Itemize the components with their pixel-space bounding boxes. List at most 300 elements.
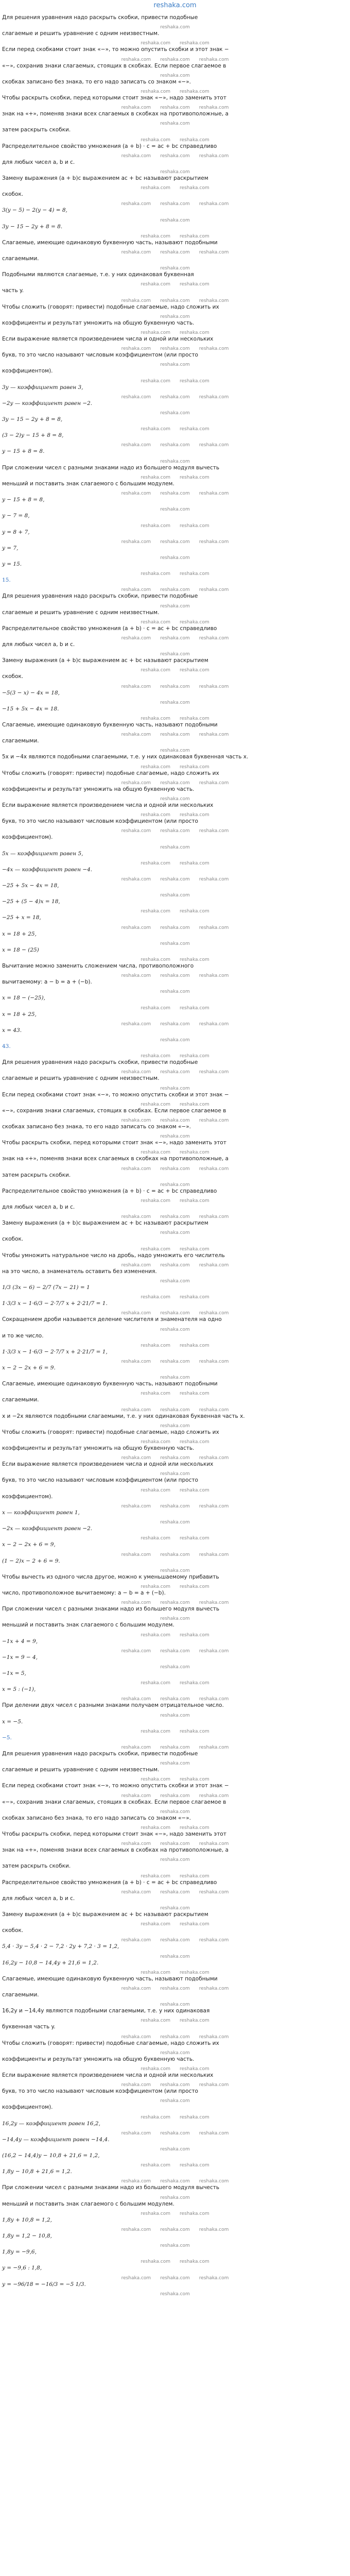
watermark-row bbox=[0, 2129, 350, 2135]
watermark-text: reshaka.com bbox=[141, 571, 170, 577]
text-line: скобок. bbox=[2, 1927, 24, 1934]
watermark-text: reshaka.com bbox=[180, 1101, 209, 1107]
watermark-text: reshaka.com bbox=[160, 57, 190, 62]
watermark-row bbox=[0, 1036, 350, 1042]
text-line: буквенная часть y. bbox=[2, 2024, 56, 2030]
watermark-row bbox=[0, 1823, 350, 1829]
math-line: (3 − 2)y − 15 + 8 = 8, bbox=[2, 432, 64, 439]
watermark-text: reshaka.com bbox=[180, 378, 209, 384]
watermark-text: reshaka.com bbox=[141, 2163, 170, 2168]
watermark-text: reshaka.com bbox=[160, 603, 190, 609]
watermark-text: reshaka.com bbox=[180, 812, 209, 818]
watermark-text: reshaka.com bbox=[121, 201, 151, 207]
watermark-text: reshaka.com bbox=[160, 1600, 190, 1606]
watermark-text: reshaka.com bbox=[180, 571, 209, 577]
watermark-text: reshaka.com bbox=[199, 2130, 229, 2136]
watermark-text: reshaka.com bbox=[141, 378, 170, 384]
watermark-text: reshaka.com bbox=[121, 2034, 151, 2040]
watermark-text: reshaka.com bbox=[160, 507, 190, 513]
text-line: для любых чисел a, b и c. bbox=[2, 159, 75, 165]
watermark-row bbox=[0, 537, 350, 544]
watermark-text: reshaka.com bbox=[121, 1021, 151, 1027]
watermark-text: reshaka.com bbox=[160, 1857, 190, 1863]
watermark-text: reshaka.com bbox=[141, 330, 170, 336]
watermark-text: reshaka.com bbox=[180, 474, 209, 480]
math-line: y − 15 + 8 = 8. bbox=[2, 448, 45, 455]
watermark-text: reshaka.com bbox=[141, 957, 170, 962]
watermark-row bbox=[0, 2161, 350, 2167]
watermark-text: reshaka.com bbox=[121, 394, 151, 400]
watermark-text: reshaka.com bbox=[180, 1632, 209, 1638]
watermark-text: reshaka.com bbox=[199, 1166, 229, 1172]
watermark-row bbox=[0, 2016, 350, 2022]
watermark-row bbox=[0, 602, 350, 608]
text-line: слагаемыми. bbox=[2, 256, 39, 262]
watermark-text: reshaka.com bbox=[160, 1021, 190, 1027]
text-line: Замену выражения (a + b)c выражением ac + bc называют раскрытием bbox=[2, 657, 208, 664]
watermark-text: reshaka.com bbox=[180, 330, 209, 336]
watermark-text: reshaka.com bbox=[160, 1905, 190, 1911]
watermark-row bbox=[0, 1968, 350, 1974]
watermark-row bbox=[0, 521, 350, 528]
watermark-text: reshaka.com bbox=[160, 411, 190, 416]
watermark-text: reshaka.com bbox=[160, 1664, 190, 1670]
watermark-row bbox=[0, 2193, 350, 2199]
watermark-row bbox=[0, 1148, 350, 1154]
watermark-row bbox=[0, 826, 350, 833]
watermark-text: reshaka.com bbox=[180, 1536, 209, 1541]
watermark-text: reshaka.com bbox=[160, 217, 190, 223]
watermark-text: reshaka.com bbox=[160, 700, 190, 705]
math-line: y = 7, bbox=[2, 545, 19, 551]
watermark-text: reshaka.com bbox=[160, 1230, 190, 1236]
text-line: При делении двух чисел с разными знаками получаем отрицательное число. bbox=[2, 1702, 224, 1709]
watermark-text: reshaka.com bbox=[141, 812, 170, 818]
watermark-row bbox=[0, 1614, 350, 1620]
watermark-text: reshaka.com bbox=[160, 1697, 190, 1702]
text-line: Если выражение является произведением числа и одной или нескольких bbox=[2, 802, 214, 808]
watermark-text: reshaka.com bbox=[160, 2082, 190, 2088]
watermark-row bbox=[0, 409, 350, 415]
math-line: x = 18 + 25, bbox=[2, 930, 37, 937]
watermark-text: reshaka.com bbox=[160, 443, 190, 448]
watermark-row bbox=[0, 698, 350, 704]
watermark-text: reshaka.com bbox=[160, 2002, 190, 2008]
watermark-row bbox=[0, 1727, 350, 1733]
watermark-row bbox=[0, 1357, 350, 1363]
watermark-row bbox=[0, 923, 350, 929]
watermark-text: reshaka.com bbox=[141, 716, 170, 721]
text-line: скобок. bbox=[2, 673, 24, 680]
text-line: затем раскрыть скобки. bbox=[2, 1863, 71, 1870]
watermark-row bbox=[0, 87, 350, 93]
watermark-text: reshaka.com bbox=[199, 876, 229, 882]
watermark-row bbox=[0, 1261, 350, 1267]
watermark-text: reshaka.com bbox=[180, 1777, 209, 1783]
math-line: 16,2y − 10,8 − 14,4y + 21,6 = 1,2. bbox=[2, 1959, 99, 1966]
watermark-text: reshaka.com bbox=[199, 2034, 229, 2040]
watermark-row bbox=[0, 1373, 350, 1379]
watermark-text: reshaka.com bbox=[180, 89, 209, 95]
watermark-row bbox=[0, 1067, 350, 1074]
watermark-row bbox=[0, 553, 350, 560]
exercise-answer-number: −5. bbox=[2, 1734, 12, 1741]
watermark-text: reshaka.com bbox=[121, 1841, 151, 1847]
watermark-row bbox=[0, 2032, 350, 2039]
watermark-row bbox=[0, 1631, 350, 1637]
watermark-text: reshaka.com bbox=[160, 1552, 190, 1557]
watermark-text: reshaka.com bbox=[160, 1086, 190, 1091]
watermark-text: reshaka.com bbox=[141, 1922, 170, 1927]
watermark-row bbox=[0, 232, 350, 238]
watermark-row bbox=[0, 2145, 350, 2151]
watermark-text: reshaka.com bbox=[199, 153, 229, 159]
solution-content bbox=[0, 13, 350, 2296]
watermark-text: reshaka.com bbox=[121, 973, 151, 979]
watermark-text: reshaka.com bbox=[199, 539, 229, 545]
text-line: слагаемые и решить уравнение с одним неизвестным. bbox=[2, 1767, 160, 1773]
text-line: Если перед скобками стоит знак «−», то можно опустить скобки и этот знак − bbox=[2, 1091, 229, 1098]
watermark-row bbox=[0, 151, 350, 158]
watermark-text: reshaka.com bbox=[121, 2130, 151, 2136]
watermark-text: reshaka.com bbox=[199, 1648, 229, 1654]
watermark-text: reshaka.com bbox=[141, 1584, 170, 1589]
watermark-text: reshaka.com bbox=[121, 780, 151, 786]
watermark-text: reshaka.com bbox=[180, 860, 209, 866]
watermark-row bbox=[0, 1100, 350, 1106]
watermark-text: reshaka.com bbox=[160, 780, 190, 786]
watermark-text: reshaka.com bbox=[141, 137, 170, 143]
watermark-row bbox=[0, 1807, 350, 1814]
watermark-text: reshaka.com bbox=[121, 539, 151, 545]
watermark-row bbox=[0, 1341, 350, 1347]
watermark-text: reshaka.com bbox=[121, 57, 151, 62]
watermark-text: reshaka.com bbox=[199, 2082, 229, 2088]
watermark-text: reshaka.com bbox=[160, 105, 190, 111]
math-line: −2y — коэффициент равен −2. bbox=[2, 400, 93, 406]
watermark-text: reshaka.com bbox=[199, 780, 229, 786]
watermark-row bbox=[0, 1582, 350, 1588]
text-line: Чтобы умножить натуральное число на дробь, надо умножить его числитель bbox=[2, 1252, 225, 1259]
watermark-text: reshaka.com bbox=[121, 1407, 151, 1413]
watermark-row bbox=[0, 810, 350, 817]
text-line: Чтобы сложить (говорят: привести) подобные слагаемые, надо сложить их bbox=[2, 1429, 219, 1435]
watermark-row bbox=[0, 1164, 350, 1171]
watermark-text: reshaka.com bbox=[180, 2018, 209, 2024]
watermark-text: reshaka.com bbox=[121, 1938, 151, 1943]
watermark-text: reshaka.com bbox=[141, 233, 170, 239]
math-line: −1x = 9 − 4, bbox=[2, 1654, 38, 1660]
watermark-text: reshaka.com bbox=[141, 1681, 170, 1686]
text-line: Чтобы раскрыть скобки, перед которыми стоит знак «−», надо заменить этот bbox=[2, 95, 226, 101]
watermark-text: reshaka.com bbox=[199, 1214, 229, 1220]
watermark-text: reshaka.com bbox=[160, 1455, 190, 1461]
math-line: −15 + 5x − 4x = 18. bbox=[2, 705, 59, 712]
watermark-row bbox=[0, 216, 350, 222]
text-line: затем раскрыть скобки. bbox=[2, 127, 71, 133]
watermark-text: reshaka.com bbox=[180, 1439, 209, 1445]
watermark-row bbox=[0, 1020, 350, 1026]
watermark-row bbox=[0, 1984, 350, 1990]
watermark-text: reshaka.com bbox=[160, 2034, 190, 2040]
watermark-text: reshaka.com bbox=[121, 1503, 151, 1509]
watermark-text: reshaka.com bbox=[160, 1182, 190, 1188]
watermark-text: reshaka.com bbox=[180, 1825, 209, 1831]
watermark-text: reshaka.com bbox=[141, 1246, 170, 1252]
text-line: Для решения уравнения надо раскрыть скобки, привести подобные bbox=[2, 593, 198, 600]
watermark-text: reshaka.com bbox=[180, 1970, 209, 1975]
watermark-text: reshaka.com bbox=[180, 668, 209, 673]
watermark-text: reshaka.com bbox=[141, 185, 170, 191]
watermark-text: reshaka.com bbox=[160, 121, 190, 127]
watermark-text: reshaka.com bbox=[180, 1391, 209, 1397]
text-line: для любых чисел a, b и c. bbox=[2, 1204, 75, 1211]
watermark-text: reshaka.com bbox=[121, 1311, 151, 1316]
text-line: Для решения уравнения надо раскрыть скобки, привести подобные bbox=[2, 14, 198, 21]
text-line: Для решения уравнения надо раскрыть скобки, привести подобные bbox=[2, 1750, 198, 1757]
watermark-text: reshaka.com bbox=[141, 668, 170, 673]
watermark-text: reshaka.com bbox=[199, 1986, 229, 1991]
watermark-text: reshaka.com bbox=[180, 1295, 209, 1300]
watermark-text: reshaka.com bbox=[199, 1262, 229, 1268]
watermark-text: reshaka.com bbox=[199, 1697, 229, 1702]
text-line: «−», сохранив знаки слагаемых, стоящих в скобках. Если первое слагаемое в bbox=[2, 1799, 226, 1805]
watermark-text: reshaka.com bbox=[160, 1070, 190, 1075]
watermark-row bbox=[0, 135, 350, 142]
watermark-text: reshaka.com bbox=[160, 2098, 190, 2104]
watermark-text: reshaka.com bbox=[160, 1262, 190, 1268]
watermark-text: reshaka.com bbox=[160, 555, 190, 561]
math-line: x − 2 − 2x + 6 = 9. bbox=[2, 1365, 56, 1371]
site-header[interactable]: reshaka.com bbox=[153, 2, 197, 9]
watermark-text: reshaka.com bbox=[121, 587, 151, 593]
watermark-row bbox=[0, 328, 350, 334]
watermark-row bbox=[0, 1663, 350, 1669]
watermark-text: reshaka.com bbox=[199, 1841, 229, 1847]
watermark-row bbox=[0, 1052, 350, 1058]
watermark-row bbox=[0, 1791, 350, 1798]
text-line: слагаемые и решить уравнение с одним неизвестным. bbox=[2, 1075, 160, 1082]
watermark-row bbox=[0, 1116, 350, 1122]
watermark-text: reshaka.com bbox=[141, 1728, 170, 1734]
watermark-row bbox=[0, 1453, 350, 1460]
watermark-text: reshaka.com bbox=[160, 1375, 190, 1381]
watermark-text: reshaka.com bbox=[180, 233, 209, 239]
text-line: знак на «+», поменяв знаки всех слагаемых в скобках на противоположные, а bbox=[2, 111, 229, 117]
watermark-text: reshaka.com bbox=[180, 716, 209, 721]
watermark-row bbox=[0, 505, 350, 511]
watermark-text: reshaka.com bbox=[160, 1568, 190, 1573]
watermark-text: reshaka.com bbox=[121, 1697, 151, 1702]
watermark-text: reshaka.com bbox=[160, 1809, 190, 1815]
watermark-text: reshaka.com bbox=[180, 1681, 209, 1686]
watermark-text: reshaka.com bbox=[160, 732, 190, 738]
watermark-text: reshaka.com bbox=[160, 2050, 190, 2056]
watermark-text: reshaka.com bbox=[199, 1938, 229, 1943]
watermark-text: reshaka.com bbox=[199, 635, 229, 641]
watermark-row bbox=[0, 650, 350, 656]
watermark-row bbox=[0, 425, 350, 431]
text-line: слагаемыми. bbox=[2, 738, 39, 744]
text-line: Распределительное свойство умножения (a + b) · c = ac + bc справедливо bbox=[2, 143, 217, 149]
text-line: скобок. bbox=[2, 1236, 24, 1243]
watermark-text: reshaka.com bbox=[199, 346, 229, 352]
watermark-row bbox=[0, 1132, 350, 1138]
watermark-row bbox=[0, 2290, 350, 2296]
watermark-row bbox=[0, 987, 350, 993]
watermark-text: reshaka.com bbox=[180, 523, 209, 529]
watermark-text: reshaka.com bbox=[121, 250, 151, 256]
watermark-row bbox=[0, 1405, 350, 1412]
watermark-row bbox=[0, 1566, 350, 1572]
watermark-text: reshaka.com bbox=[160, 2147, 190, 2153]
watermark-row bbox=[0, 2080, 350, 2087]
watermark-text: reshaka.com bbox=[121, 732, 151, 738]
watermark-text: reshaka.com bbox=[180, 427, 209, 432]
watermark-text: reshaka.com bbox=[121, 346, 151, 352]
watermark-text: reshaka.com bbox=[141, 1536, 170, 1541]
watermark-text: reshaka.com bbox=[141, 474, 170, 480]
exercise-answer-number: 43. bbox=[2, 1043, 11, 1049]
text-line: коэффициенты и результат умножить на общую буквенную часть. bbox=[2, 2056, 195, 2062]
watermark-text: reshaka.com bbox=[141, 2066, 170, 2072]
text-line: Чтобы вычесть из одного числа другое, можно к уменьшаемому прибавить bbox=[2, 1573, 219, 1580]
math-line: x = 18 + 25, bbox=[2, 1011, 37, 1018]
watermark-row bbox=[0, 2209, 350, 2215]
text-line: букв, то это число называют числовым коэффициентом (или просто bbox=[2, 1477, 198, 1484]
math-line: 1/3 (3x − 6) − 2/7 (7x − 21) = 1 bbox=[2, 1284, 90, 1291]
watermark-text: reshaka.com bbox=[121, 1166, 151, 1172]
math-line: −25 + (5 − 4)x = 18, bbox=[2, 899, 60, 905]
watermark-text: reshaka.com bbox=[180, 2114, 209, 2120]
watermark-text: reshaka.com bbox=[141, 1343, 170, 1348]
watermark-text: reshaka.com bbox=[199, 2179, 229, 2184]
watermark-text: reshaka.com bbox=[180, 137, 209, 143]
watermark-row bbox=[0, 473, 350, 479]
math-line: x − 2 − 2x + 6 = 9, bbox=[2, 1541, 56, 1548]
watermark-row bbox=[0, 457, 350, 463]
watermark-text: reshaka.com bbox=[180, 282, 209, 287]
watermark-text: reshaka.com bbox=[180, 2259, 209, 2265]
watermark-text: reshaka.com bbox=[160, 362, 190, 368]
text-line: Чтобы сложить (говорят: привести) подобные слагаемые, надо сложить их bbox=[2, 2040, 219, 2046]
text-line: Слагаемые, имеющие одинаковую буквенную часть, называют подобными bbox=[2, 1975, 218, 1982]
text-line: При сложении чисел с разными знаками надо из большего модуля вычесть bbox=[2, 464, 220, 471]
watermark-text: reshaka.com bbox=[121, 298, 151, 303]
text-line: Слагаемые, имеющие одинаковую буквенную часть, называют подобными bbox=[2, 239, 218, 246]
watermark-row bbox=[0, 296, 350, 302]
text-line: Замену выражения (a + b)c выражением ac + bc называют раскрытием bbox=[2, 1911, 208, 1918]
watermark-text: reshaka.com bbox=[121, 876, 151, 882]
watermark-text: reshaka.com bbox=[199, 1793, 229, 1799]
math-line: −2x — коэффициент равен −2. bbox=[2, 1526, 93, 1532]
math-line: y = 8 + 7, bbox=[2, 529, 30, 535]
watermark-row bbox=[0, 955, 350, 961]
watermark-row bbox=[0, 1277, 350, 1283]
watermark-text: reshaka.com bbox=[199, 1889, 229, 1895]
watermark-text: reshaka.com bbox=[121, 1214, 151, 1220]
watermark-row bbox=[0, 103, 350, 109]
text-line: скобках записано без знака, то его надо записать со знаком «−». bbox=[2, 1124, 191, 1130]
watermark-text: reshaka.com bbox=[160, 635, 190, 641]
math-line: y = −9,6 : 1,8, bbox=[2, 2265, 42, 2272]
watermark-text: reshaka.com bbox=[199, 1744, 229, 1750]
watermark-row bbox=[0, 377, 350, 383]
math-line: 16,2y — коэффициент равен 16,2, bbox=[2, 2120, 100, 2127]
watermark-text: reshaka.com bbox=[180, 1198, 209, 1204]
watermark-text: reshaka.com bbox=[160, 1520, 190, 1526]
math-line: −25 + 5x − 4x = 18, bbox=[2, 882, 59, 889]
watermark-row bbox=[0, 2096, 350, 2103]
watermark-text: reshaka.com bbox=[180, 185, 209, 191]
watermark-row bbox=[0, 344, 350, 350]
watermark-text: reshaka.com bbox=[160, 1889, 190, 1895]
watermark-text: reshaka.com bbox=[199, 201, 229, 207]
watermark-text: reshaka.com bbox=[141, 860, 170, 866]
text-line: букв, то это число называют числовым коэффициентом (или просто bbox=[2, 2088, 198, 2095]
watermark-row bbox=[0, 1389, 350, 1395]
watermark-row bbox=[0, 1518, 350, 1524]
watermark-text: reshaka.com bbox=[160, 652, 190, 657]
math-line: 3y − 15 − 2y + 8 = 8. bbox=[2, 223, 63, 230]
watermark-text: reshaka.com bbox=[141, 2211, 170, 2216]
watermark-text: reshaka.com bbox=[180, 1246, 209, 1252]
text-line: слагаемые и решить уравнение с одним неизвестным. bbox=[2, 609, 160, 616]
text-line: коэффициентом). bbox=[2, 1493, 53, 1500]
math-line: 5,4 · 3y − 5,4 · 2 − 7,2 · 2y + 7,2 · 3 = 1,2, bbox=[2, 1943, 119, 1950]
watermark-text: reshaka.com bbox=[180, 1054, 209, 1059]
watermark-row bbox=[0, 312, 350, 318]
watermark-text: reshaka.com bbox=[141, 1054, 170, 1059]
watermark-text: reshaka.com bbox=[180, 2211, 209, 2216]
watermark-text: reshaka.com bbox=[141, 427, 170, 432]
text-line: Распределительное свойство умножения (a + b) · c = ac + bc справедливо bbox=[2, 625, 217, 632]
watermark-row bbox=[0, 183, 350, 190]
watermark-text: reshaka.com bbox=[121, 1889, 151, 1895]
watermark-text: reshaka.com bbox=[160, 2243, 190, 2249]
watermark-text: reshaka.com bbox=[121, 1793, 151, 1799]
watermark-text: reshaka.com bbox=[160, 1166, 190, 1172]
watermark-row bbox=[0, 1309, 350, 1315]
watermark-text: reshaka.com bbox=[160, 941, 190, 946]
watermark-text: reshaka.com bbox=[160, 1954, 190, 1959]
text-line: букв, то это число называют числовым коэффициентом (или просто bbox=[2, 818, 198, 825]
text-line: скобках записано без знака, то его надо записать со знаком «−». bbox=[2, 78, 191, 85]
watermark-row bbox=[0, 1839, 350, 1845]
watermark-row bbox=[0, 2177, 350, 2183]
watermark-row bbox=[0, 1228, 350, 1234]
math-line: −5(3 − x) − 4x = 18, bbox=[2, 689, 60, 696]
watermark-text: reshaka.com bbox=[199, 925, 229, 930]
text-line: Сокращением дроби называется деление числителя и знаменателя на одно bbox=[2, 1316, 222, 1323]
math-line: 1·3/3 x − 1·6/3 − 2·7/7 x + 2·21/7 = 1, bbox=[2, 1348, 108, 1355]
text-line: букв, то это число называют числовым коэффициентом (или просто bbox=[2, 352, 198, 359]
watermark-row bbox=[0, 2000, 350, 2006]
watermark-row bbox=[0, 489, 350, 495]
watermark-row bbox=[0, 1196, 350, 1202]
math-line: 1,8y = 1,2 − 10,8, bbox=[2, 2233, 52, 2240]
watermark-text: reshaka.com bbox=[141, 1632, 170, 1638]
watermark-row bbox=[0, 360, 350, 366]
watermark-text: reshaka.com bbox=[141, 1391, 170, 1397]
watermark-text: reshaka.com bbox=[199, 1552, 229, 1557]
watermark-text: reshaka.com bbox=[199, 828, 229, 834]
watermark-text: reshaka.com bbox=[160, 587, 190, 593]
math-line: 1,8y − 10,8 + 21,6 = 1,2. bbox=[2, 2168, 72, 2175]
text-line: слагаемые и решить уравнение с одним неизвестным. bbox=[2, 30, 160, 37]
watermark-text: reshaka.com bbox=[160, 1327, 190, 1332]
watermark-row bbox=[0, 778, 350, 785]
